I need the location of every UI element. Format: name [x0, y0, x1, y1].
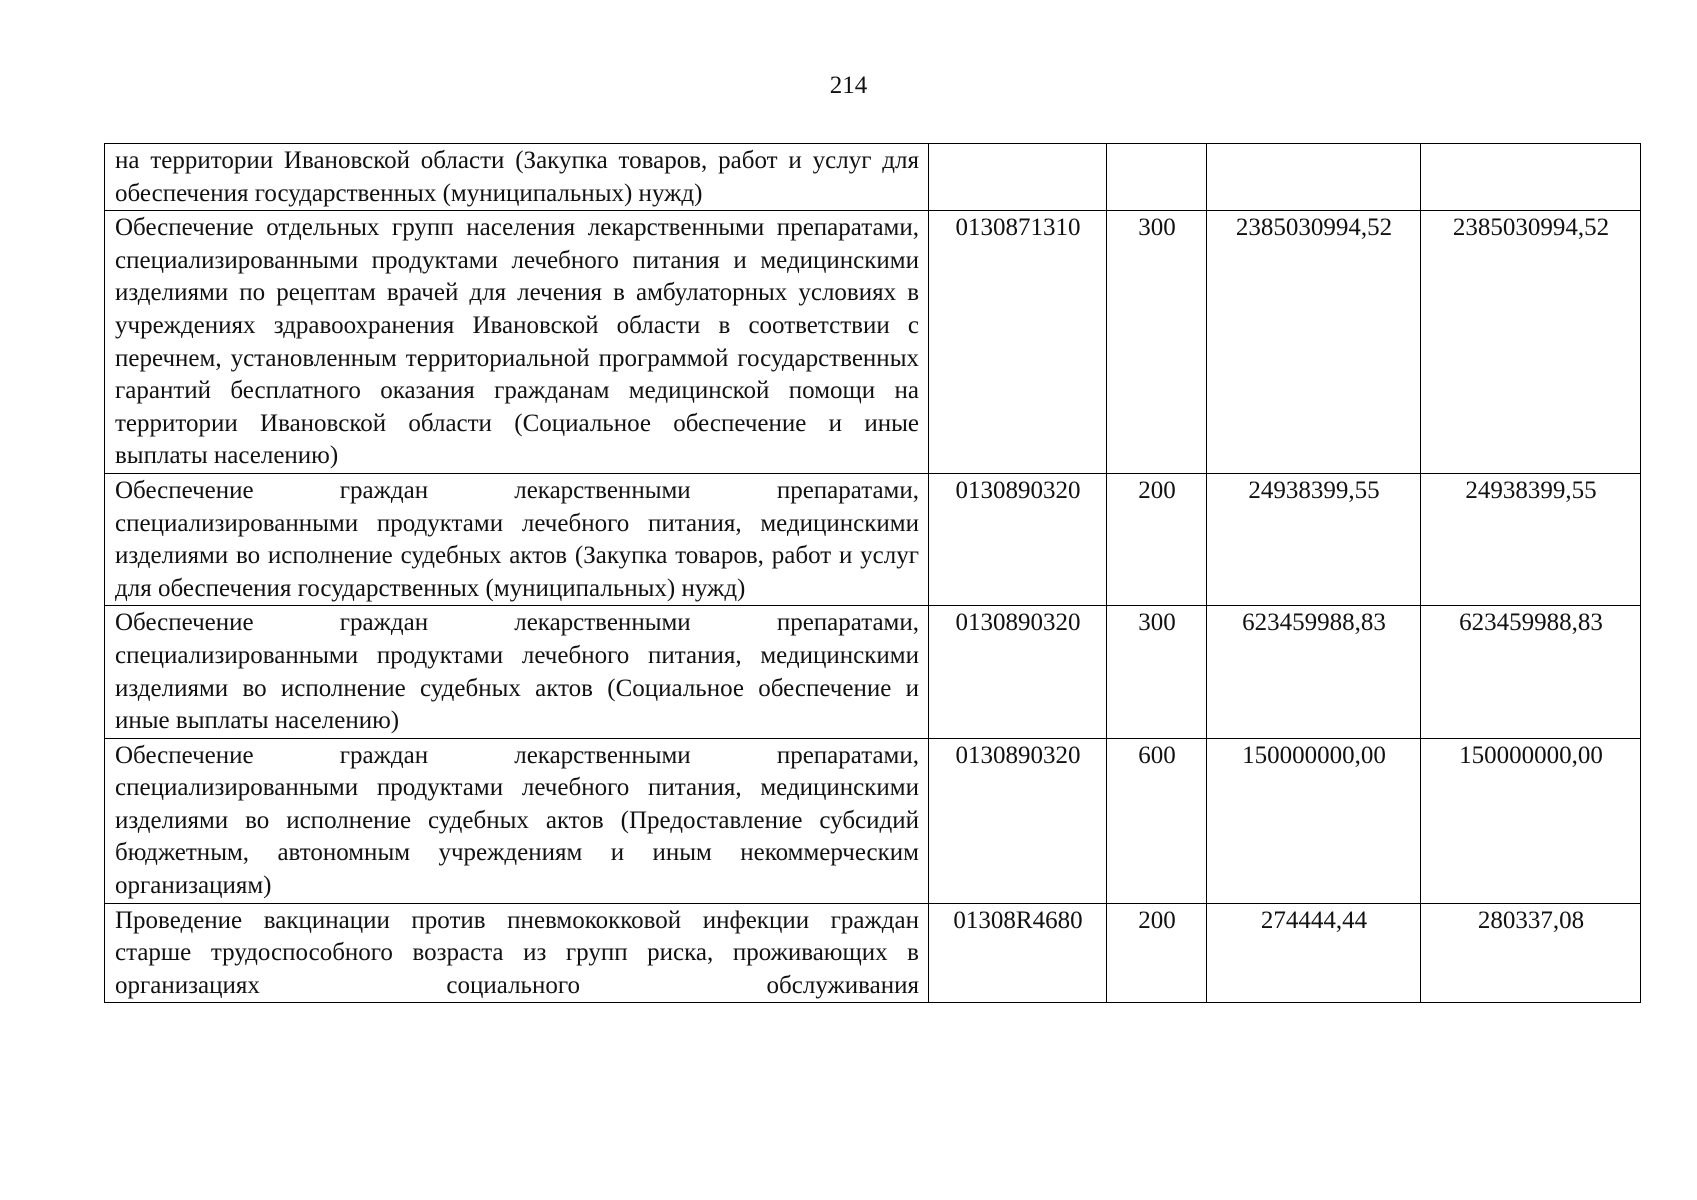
row-amount-2: 150000000,00 [1421, 738, 1641, 903]
row-code: 0130871310 [929, 211, 1107, 474]
row-description: Обеспечение отдельных групп населения лекарственными препаратами, специализированными продуктами лечебного питания и медицинскими изделиями по рецептам врачей для лечения в амбулаторных условиях в учреждениях здравоохранения Ивановской области в соответствии с перечнем, установленным территориальной программой государственных гарантий бесплатного оказания гражданам медицинской помощи на территории Ивановской области (Социальное обеспечение и иные выплаты населению) [105, 211, 929, 474]
row-type: 200 [1107, 473, 1207, 605]
row-type: 600 [1107, 738, 1207, 903]
table-row [105, 473, 1641, 605]
row-code: 0130890320 [929, 473, 1107, 605]
row-description: Обеспечение граждан лекарственными препаратами, специализированными продуктами лечебного питания, медицинскими изделиями во исполнение судебных актов (Предоставление субсидий бюджетным, автономным учреждениям и иным некоммерческим организациям) [105, 738, 929, 903]
row-type: 300 [1107, 606, 1207, 738]
row-amount-1: 2385030994,52 [1207, 211, 1421, 474]
row-amount-1: 24938399,55 [1207, 473, 1421, 605]
row-description: на территории Ивановской области (Закупка товаров, работ и услуг для обеспечения государственных (муниципальных) нужд) [105, 144, 929, 211]
row-type [1107, 144, 1207, 211]
row-type: 300 [1107, 211, 1207, 474]
table-row [105, 738, 1641, 903]
row-description: Обеспечение граждан лекарственными препаратами, специализированными продуктами лечебного питания, медицинскими изделиями во исполнение судебных актов (Закупка товаров, работ и услуг для обеспечения государственных (муниципальных) нужд) [105, 473, 929, 605]
row-amount-2: 24938399,55 [1421, 473, 1641, 605]
table-row [105, 903, 1641, 1003]
row-amount-1: 623459988,83 [1207, 606, 1421, 738]
row-code: 01308R4680 [929, 903, 1107, 1003]
row-amount-1: 274444,44 [1207, 903, 1421, 1003]
table-row [105, 144, 1641, 211]
row-amount-1 [1207, 144, 1421, 211]
page-number: 214 [829, 72, 868, 99]
row-type: 200 [1107, 903, 1207, 1003]
row-description: Обеспечение граждан лекарственными препаратами, специализированными продуктами лечебного питания, медицинскими изделиями во исполнение судебных актов (Социальное обеспечение и иные выплаты населению) [105, 606, 929, 738]
table-row [105, 211, 1641, 474]
row-amount-2 [1421, 144, 1641, 211]
row-amount-2: 280337,08 [1421, 903, 1641, 1003]
row-code: 0130890320 [929, 738, 1107, 903]
table-row [105, 606, 1641, 738]
row-amount-2: 2385030994,52 [1421, 211, 1641, 474]
row-code: 0130890320 [929, 606, 1107, 738]
row-code [929, 144, 1107, 211]
row-amount-2: 623459988,83 [1421, 606, 1641, 738]
row-amount-1: 150000000,00 [1207, 738, 1421, 903]
row-description: Проведение вакцинации против пневмококковой инфекции граждан старше трудоспособного возраста из групп риска, проживающих в организациях социального обслуживания [105, 903, 929, 1003]
budget-table [104, 143, 1641, 1003]
